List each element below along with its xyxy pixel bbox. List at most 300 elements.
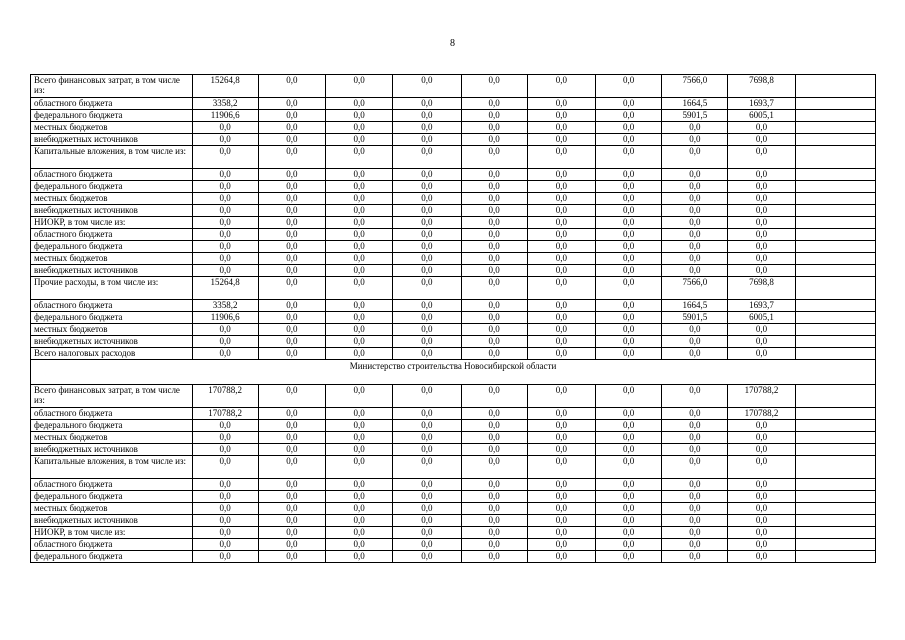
value-cell: 0,0 (393, 456, 461, 479)
value-cell: 0,0 (527, 169, 595, 181)
row-label: федерального бюджета (31, 181, 193, 193)
empty-cell (795, 134, 875, 146)
value-cell: 0,0 (662, 265, 728, 277)
value-cell: 0,0 (326, 432, 393, 444)
value-cell: 0,0 (192, 503, 258, 515)
value-cell: 0,0 (527, 551, 595, 563)
value-cell: 0,0 (393, 348, 461, 360)
value-cell: 0,0 (728, 503, 795, 515)
value-cell: 0,0 (728, 181, 795, 193)
value-cell: 1693,7 (728, 98, 795, 110)
value-cell: 0,0 (393, 75, 461, 98)
value-cell: 170788,2 (728, 408, 795, 420)
table-row (31, 432, 876, 444)
value-cell: 0,0 (728, 241, 795, 253)
value-cell: 0,0 (461, 229, 527, 241)
value-cell: 0,0 (393, 193, 461, 205)
value-cell: 0,0 (192, 193, 258, 205)
value-cell: 1664,5 (662, 300, 728, 312)
value-cell: 0,0 (728, 265, 795, 277)
value-cell: 0,0 (258, 479, 325, 491)
value-cell: 0,0 (527, 432, 595, 444)
value-cell: 0,0 (461, 241, 527, 253)
row-label: местных бюджетов (31, 324, 193, 336)
row-label: внебюджетных источников (31, 134, 193, 146)
value-cell: 0,0 (393, 110, 461, 122)
value-cell: 0,0 (662, 479, 728, 491)
value-cell: 0,0 (527, 193, 595, 205)
value-cell: 0,0 (326, 408, 393, 420)
value-cell: 7566,0 (662, 277, 728, 300)
value-cell: 0,0 (393, 300, 461, 312)
value-cell: 0,0 (527, 456, 595, 479)
row-label: Всего финансовых затрат, в том числе из: (31, 385, 193, 408)
value-cell: 0,0 (393, 491, 461, 503)
empty-cell (795, 432, 875, 444)
value-cell: 0,0 (326, 515, 393, 527)
value-cell: 0,0 (527, 503, 595, 515)
value-cell: 0,0 (461, 348, 527, 360)
value-cell: 0,0 (527, 229, 595, 241)
value-cell: 0,0 (393, 229, 461, 241)
value-cell: 0,0 (461, 300, 527, 312)
value-cell: 0,0 (326, 420, 393, 432)
value-cell: 1664,5 (662, 98, 728, 110)
value-cell: 0,0 (393, 479, 461, 491)
value-cell: 0,0 (527, 312, 595, 324)
value-cell: 6005,1 (728, 110, 795, 122)
value-cell: 0,0 (728, 324, 795, 336)
value-cell: 0,0 (258, 539, 325, 551)
empty-cell (795, 444, 875, 456)
value-cell: 0,0 (662, 515, 728, 527)
value-cell: 0,0 (192, 336, 258, 348)
table-row (31, 515, 876, 527)
row-label: федерального бюджета (31, 241, 193, 253)
value-cell: 0,0 (192, 432, 258, 444)
value-cell: 0,0 (326, 277, 393, 300)
row-label: НИОКР, в том числе из: (31, 217, 193, 229)
value-cell: 0,0 (461, 122, 527, 134)
value-cell: 0,0 (326, 75, 393, 98)
value-cell: 0,0 (393, 336, 461, 348)
value-cell: 0,0 (527, 217, 595, 229)
value-cell: 0,0 (461, 324, 527, 336)
value-cell: 0,0 (461, 193, 527, 205)
value-cell: 0,0 (595, 265, 661, 277)
value-cell: 0,0 (527, 181, 595, 193)
table-row (31, 181, 876, 193)
value-cell: 0,0 (662, 181, 728, 193)
value-cell: 0,0 (393, 122, 461, 134)
value-cell: 0,0 (662, 491, 728, 503)
value-cell: 0,0 (728, 444, 795, 456)
value-cell: 0,0 (595, 527, 661, 539)
value-cell: 0,0 (461, 479, 527, 491)
table-row (31, 122, 876, 134)
value-cell: 0,0 (192, 181, 258, 193)
value-cell: 0,0 (393, 551, 461, 563)
value-cell: 0,0 (192, 134, 258, 146)
value-cell: 0,0 (461, 515, 527, 527)
row-label: федерального бюджета (31, 420, 193, 432)
section-title: Министерство строительства Новосибирской области (31, 360, 876, 385)
value-cell: 0,0 (662, 420, 728, 432)
value-cell: 0,0 (595, 456, 661, 479)
value-cell: 0,0 (393, 385, 461, 408)
value-cell: 15264,8 (192, 75, 258, 98)
value-cell: 0,0 (728, 169, 795, 181)
table-row (31, 193, 876, 205)
empty-cell (795, 75, 875, 98)
row-label: областного бюджета (31, 229, 193, 241)
value-cell: 0,0 (393, 408, 461, 420)
value-cell: 0,0 (326, 348, 393, 360)
value-cell: 0,0 (258, 253, 325, 265)
empty-cell (795, 146, 875, 169)
value-cell: 0,0 (192, 444, 258, 456)
table-row (31, 98, 876, 110)
value-cell: 0,0 (662, 336, 728, 348)
value-cell: 170788,2 (192, 408, 258, 420)
empty-cell (795, 348, 875, 360)
value-cell: 0,0 (326, 205, 393, 217)
value-cell: 0,0 (258, 444, 325, 456)
value-cell: 0,0 (326, 253, 393, 265)
value-cell: 0,0 (192, 241, 258, 253)
empty-cell (795, 217, 875, 229)
table-row (31, 277, 876, 300)
value-cell: 0,0 (326, 444, 393, 456)
empty-cell (795, 551, 875, 563)
value-cell: 0,0 (258, 134, 325, 146)
page-number: 8 (450, 38, 455, 49)
value-cell: 0,0 (461, 181, 527, 193)
value-cell: 0,0 (258, 217, 325, 229)
value-cell: 0,0 (258, 122, 325, 134)
value-cell: 0,0 (527, 539, 595, 551)
empty-cell (795, 229, 875, 241)
table-row (31, 253, 876, 265)
value-cell: 0,0 (192, 265, 258, 277)
value-cell: 0,0 (393, 444, 461, 456)
value-cell: 0,0 (258, 110, 325, 122)
value-cell: 0,0 (595, 444, 661, 456)
value-cell: 0,0 (461, 551, 527, 563)
value-cell: 0,0 (527, 277, 595, 300)
value-cell: 0,0 (595, 551, 661, 563)
value-cell: 0,0 (595, 205, 661, 217)
row-label: Всего финансовых затрат, в том числе из: (31, 75, 193, 98)
value-cell: 0,0 (192, 527, 258, 539)
value-cell: 0,0 (728, 217, 795, 229)
value-cell: 0,0 (258, 98, 325, 110)
value-cell: 0,0 (527, 205, 595, 217)
value-cell: 0,0 (461, 312, 527, 324)
row-label: областного бюджета (31, 300, 193, 312)
value-cell: 0,0 (595, 181, 661, 193)
value-cell: 0,0 (326, 146, 393, 169)
value-cell: 0,0 (527, 122, 595, 134)
value-cell: 0,0 (393, 432, 461, 444)
value-cell: 0,0 (461, 110, 527, 122)
row-label: местных бюджетов (31, 432, 193, 444)
value-cell: 0,0 (595, 324, 661, 336)
row-label: местных бюджетов (31, 193, 193, 205)
value-cell: 11906,6 (192, 312, 258, 324)
value-cell: 0,0 (326, 110, 393, 122)
budget-table (30, 74, 876, 563)
value-cell: 15264,8 (192, 277, 258, 300)
value-cell: 0,0 (527, 98, 595, 110)
value-cell: 0,0 (527, 75, 595, 98)
row-label: местных бюджетов (31, 503, 193, 515)
value-cell: 0,0 (527, 385, 595, 408)
value-cell: 0,0 (461, 146, 527, 169)
value-cell: 0,0 (662, 241, 728, 253)
value-cell: 0,0 (393, 241, 461, 253)
value-cell: 0,0 (728, 515, 795, 527)
value-cell: 0,0 (595, 515, 661, 527)
value-cell: 0,0 (192, 515, 258, 527)
value-cell: 0,0 (728, 527, 795, 539)
empty-cell (795, 265, 875, 277)
budget-table-body (31, 75, 876, 563)
value-cell: 0,0 (192, 491, 258, 503)
table-row (31, 408, 876, 420)
value-cell: 0,0 (326, 265, 393, 277)
value-cell: 0,0 (393, 134, 461, 146)
table-row (31, 444, 876, 456)
row-label: Капитальные вложения, в том числе из: (31, 146, 193, 169)
value-cell: 0,0 (527, 479, 595, 491)
table-row (31, 146, 876, 169)
value-cell: 0,0 (527, 241, 595, 253)
value-cell: 0,0 (527, 300, 595, 312)
value-cell: 0,0 (258, 146, 325, 169)
value-cell: 0,0 (326, 551, 393, 563)
empty-cell (795, 515, 875, 527)
value-cell: 0,0 (393, 515, 461, 527)
value-cell: 0,0 (258, 300, 325, 312)
value-cell: 0,0 (258, 515, 325, 527)
value-cell: 0,0 (461, 265, 527, 277)
value-cell: 0,0 (258, 491, 325, 503)
value-cell: 0,0 (461, 527, 527, 539)
value-cell: 0,0 (461, 503, 527, 515)
table-row (31, 420, 876, 432)
value-cell: 0,0 (258, 193, 325, 205)
value-cell: 0,0 (461, 169, 527, 181)
value-cell: 0,0 (258, 181, 325, 193)
value-cell: 0,0 (662, 456, 728, 479)
row-label: внебюджетных источников (31, 336, 193, 348)
table-row (31, 217, 876, 229)
value-cell: 0,0 (527, 265, 595, 277)
value-cell: 0,0 (728, 432, 795, 444)
value-cell: 5901,5 (662, 110, 728, 122)
empty-cell (795, 539, 875, 551)
value-cell: 0,0 (326, 503, 393, 515)
value-cell: 0,0 (595, 75, 661, 98)
value-cell: 0,0 (258, 527, 325, 539)
value-cell: 0,0 (258, 75, 325, 98)
value-cell: 0,0 (728, 193, 795, 205)
table-row (31, 300, 876, 312)
row-label: областного бюджета (31, 539, 193, 551)
value-cell: 0,0 (728, 479, 795, 491)
row-label: областного бюджета (31, 408, 193, 420)
value-cell: 0,0 (258, 456, 325, 479)
value-cell: 0,0 (326, 169, 393, 181)
table-row (31, 336, 876, 348)
value-cell: 0,0 (662, 432, 728, 444)
value-cell: 0,0 (326, 300, 393, 312)
value-cell: 0,0 (662, 539, 728, 551)
value-cell: 0,0 (393, 253, 461, 265)
table-row (31, 134, 876, 146)
row-label: федерального бюджета (31, 551, 193, 563)
table-row (31, 229, 876, 241)
value-cell: 0,0 (258, 229, 325, 241)
value-cell: 1693,7 (728, 300, 795, 312)
table-row (31, 385, 876, 408)
value-cell: 3358,2 (192, 98, 258, 110)
value-cell: 0,0 (662, 217, 728, 229)
value-cell: 0,0 (258, 169, 325, 181)
section-header-row (31, 360, 876, 385)
value-cell: 0,0 (595, 134, 661, 146)
value-cell: 0,0 (595, 241, 661, 253)
empty-cell (795, 181, 875, 193)
value-cell: 0,0 (393, 420, 461, 432)
value-cell: 6005,1 (728, 312, 795, 324)
value-cell: 0,0 (192, 551, 258, 563)
value-cell: 0,0 (326, 134, 393, 146)
value-cell: 0,0 (595, 253, 661, 265)
value-cell: 0,0 (192, 479, 258, 491)
value-cell: 0,0 (662, 385, 728, 408)
value-cell: 0,0 (192, 169, 258, 181)
value-cell: 0,0 (595, 312, 661, 324)
value-cell: 0,0 (662, 408, 728, 420)
value-cell: 0,0 (393, 527, 461, 539)
row-label: областного бюджета (31, 169, 193, 181)
row-label: областного бюджета (31, 479, 193, 491)
table-row (31, 169, 876, 181)
value-cell: 0,0 (461, 444, 527, 456)
value-cell: 0,0 (258, 408, 325, 420)
value-cell: 0,0 (527, 420, 595, 432)
row-label: внебюджетных источников (31, 205, 193, 217)
value-cell: 0,0 (461, 420, 527, 432)
value-cell: 0,0 (461, 217, 527, 229)
value-cell: 0,0 (527, 253, 595, 265)
value-cell: 0,0 (258, 324, 325, 336)
value-cell: 0,0 (192, 539, 258, 551)
value-cell: 0,0 (595, 385, 661, 408)
value-cell: 0,0 (393, 277, 461, 300)
empty-cell (795, 110, 875, 122)
value-cell: 0,0 (326, 229, 393, 241)
value-cell: 0,0 (326, 312, 393, 324)
empty-cell (795, 300, 875, 312)
value-cell: 0,0 (461, 75, 527, 98)
value-cell: 0,0 (393, 324, 461, 336)
table-row (31, 241, 876, 253)
table-row (31, 265, 876, 277)
table-row (31, 75, 876, 98)
value-cell: 0,0 (258, 420, 325, 432)
value-cell: 0,0 (527, 515, 595, 527)
table-row (31, 479, 876, 491)
value-cell: 0,0 (258, 241, 325, 253)
value-cell: 0,0 (326, 456, 393, 479)
empty-cell (795, 324, 875, 336)
value-cell: 170788,2 (192, 385, 258, 408)
value-cell: 7698,8 (728, 277, 795, 300)
value-cell: 0,0 (326, 527, 393, 539)
row-label: Прочие расходы, в том числе из: (31, 277, 193, 300)
empty-cell (795, 193, 875, 205)
value-cell: 0,0 (527, 348, 595, 360)
row-label: областного бюджета (31, 98, 193, 110)
value-cell: 0,0 (595, 503, 661, 515)
value-cell: 0,0 (595, 432, 661, 444)
value-cell: 0,0 (393, 503, 461, 515)
empty-cell (795, 456, 875, 479)
value-cell: 0,0 (595, 217, 661, 229)
value-cell: 0,0 (326, 122, 393, 134)
value-cell: 0,0 (662, 253, 728, 265)
table-row (31, 527, 876, 539)
value-cell: 0,0 (595, 336, 661, 348)
row-label: внебюджетных источников (31, 515, 193, 527)
value-cell: 0,0 (393, 265, 461, 277)
value-cell: 0,0 (461, 539, 527, 551)
table-row (31, 348, 876, 360)
value-cell: 0,0 (192, 324, 258, 336)
value-cell: 0,0 (461, 134, 527, 146)
value-cell: 0,0 (728, 253, 795, 265)
value-cell: 0,0 (192, 229, 258, 241)
value-cell: 0,0 (595, 169, 661, 181)
value-cell: 0,0 (662, 324, 728, 336)
empty-cell (795, 312, 875, 324)
table-row (31, 205, 876, 217)
row-label: НИОКР, в том числе из: (31, 527, 193, 539)
value-cell: 0,0 (728, 205, 795, 217)
value-cell: 0,0 (393, 205, 461, 217)
value-cell: 0,0 (595, 229, 661, 241)
value-cell: 0,0 (527, 527, 595, 539)
empty-cell (795, 503, 875, 515)
value-cell: 0,0 (258, 503, 325, 515)
value-cell: 170788,2 (728, 385, 795, 408)
value-cell: 0,0 (595, 146, 661, 169)
value-cell: 0,0 (728, 456, 795, 479)
value-cell: 0,0 (461, 336, 527, 348)
value-cell: 0,0 (595, 420, 661, 432)
value-cell: 0,0 (527, 408, 595, 420)
value-cell: 0,0 (326, 324, 393, 336)
value-cell: 7566,0 (662, 75, 728, 98)
value-cell: 0,0 (662, 527, 728, 539)
value-cell: 0,0 (258, 277, 325, 300)
value-cell: 0,0 (192, 348, 258, 360)
value-cell: 0,0 (393, 217, 461, 229)
table-row (31, 324, 876, 336)
